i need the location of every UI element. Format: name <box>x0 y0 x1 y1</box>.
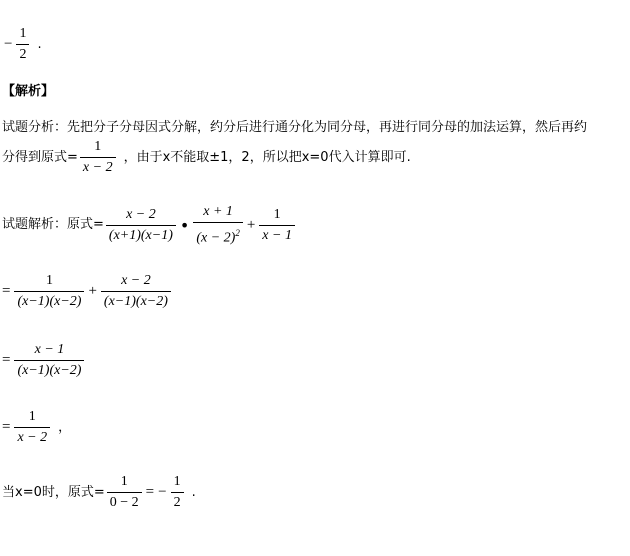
step4-comma: ， <box>58 419 72 435</box>
analysis-prefix: 分得到原式= <box>2 149 78 165</box>
step4-num: 1 <box>28 409 36 424</box>
step1-fraction-2 <box>193 204 243 247</box>
answer-period: . <box>37 36 42 52</box>
section-title: 【解析】 <box>2 84 55 99</box>
analysis-suffix: ，由于x不能取±1，2，所以把x=0代入计算即可. <box>123 149 411 165</box>
plus-sign: + <box>88 283 97 299</box>
step2-fraction-1 <box>14 273 84 310</box>
step2-f1-den: (x−1)(x−2) <box>14 291 84 310</box>
step2-fraction-2 <box>101 273 171 310</box>
equals-sign: = <box>2 352 11 368</box>
equals-sign: = <box>145 484 155 500</box>
answer-fraction <box>16 26 29 63</box>
answer-sign: − <box>4 36 13 52</box>
answer-line <box>2 26 42 63</box>
step3-fraction <box>14 342 84 379</box>
answer-numerator: 1 <box>19 26 27 41</box>
step1-f3-num: 1 <box>273 206 281 222</box>
final-f2-den: 2 <box>171 492 184 511</box>
step1-f2-den: (x − 2) <box>196 230 236 246</box>
answer-denominator: 2 <box>16 44 29 63</box>
step1-f1-num: x − 2 <box>126 206 156 222</box>
plus-sign: + <box>246 216 256 233</box>
final-f2-num: 1 <box>173 474 181 489</box>
step1-f1-den: (x+1)(x−1) <box>106 225 176 244</box>
solution-step-3 <box>2 342 86 379</box>
solution-label: 试题解析：原式= <box>2 217 104 233</box>
final-f1-den: 0 − 2 <box>107 492 142 511</box>
final-fraction-1 <box>107 474 142 511</box>
times-dot: • <box>179 215 190 235</box>
step2-f1-num: 1 <box>45 273 53 288</box>
final-fraction-2 <box>171 474 184 511</box>
step1-f3-den: x − 1 <box>259 225 295 244</box>
analysis-frac-den: x − 2 <box>80 157 116 176</box>
step4-den: x − 2 <box>14 427 50 446</box>
analysis-frac-num: 1 <box>94 139 102 154</box>
equals-sign: = <box>2 419 11 435</box>
solution-final <box>2 474 196 511</box>
step3-den: (x−1)(x−2) <box>14 360 84 379</box>
step1-f2-den-exp: 2 <box>235 228 240 238</box>
step1-fraction-1 <box>106 207 176 244</box>
step4-fraction <box>14 409 50 446</box>
equals-sign: = <box>2 283 11 299</box>
solution-step-1 <box>2 204 297 247</box>
final-period: . <box>191 484 196 500</box>
analysis-line-2 <box>2 139 411 176</box>
solution-step-4 <box>2 409 71 446</box>
step1-fraction-3 <box>259 207 295 244</box>
analysis-line-1: 试题分析：先把分子分母因式分解，约分后进行通分化为同分母，再进行同分母的加法运算，然后再约 <box>2 120 588 135</box>
step3-num: x − 1 <box>34 342 65 357</box>
analysis-fraction <box>80 139 116 176</box>
minus-sign: − <box>158 484 167 500</box>
step2-f2-den: (x−1)(x−2) <box>101 291 171 310</box>
final-f1-num: 1 <box>120 474 128 489</box>
final-prefix: 当x=0时，原式= <box>2 484 105 500</box>
solution-step-2 <box>2 273 173 310</box>
step2-f2-num: x − 2 <box>121 273 151 288</box>
step1-f2-den-wrap <box>193 222 243 247</box>
step1-f2-num: x + 1 <box>203 204 233 219</box>
